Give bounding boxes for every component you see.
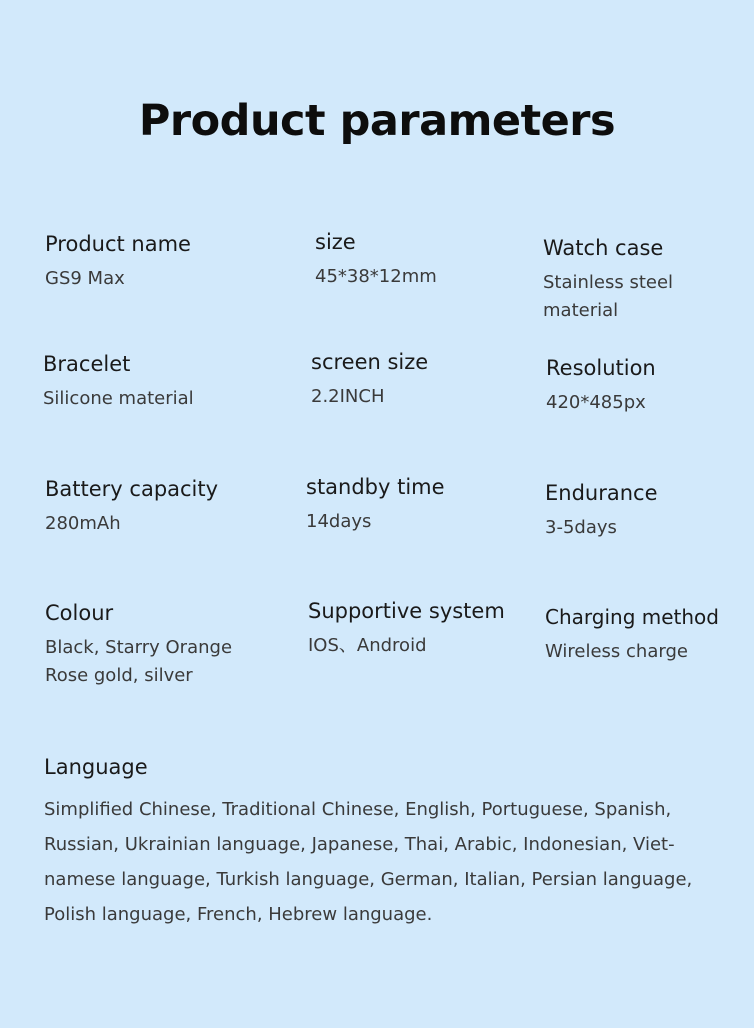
param-label: Watch case — [543, 236, 664, 260]
param-value: IOS、Android — [308, 635, 427, 656]
param-colour — [45, 600, 232, 690]
param-label: Charging method — [545, 605, 719, 629]
param-value-line: Stainless steel — [543, 272, 674, 293]
param-value: 45*38*12mm — [315, 266, 437, 287]
param-label: standby time — [306, 475, 445, 499]
param-standby-time — [306, 474, 445, 536]
param-endurance — [545, 480, 658, 542]
param-value-line: Rose gold, silver — [45, 665, 193, 686]
param-value: GS9 Max — [45, 268, 125, 289]
param-value: Silicone material — [43, 388, 194, 409]
param-label: size — [315, 230, 356, 254]
param-size — [315, 229, 437, 291]
param-value: 280mAh — [45, 513, 121, 534]
param-value — [543, 269, 673, 325]
param-resolution — [546, 355, 656, 417]
param-battery-capacity — [45, 476, 218, 538]
param-language — [44, 754, 724, 932]
param-watch-case — [543, 235, 673, 325]
language-line: namese language, Turkish language, German, Italian, Persian language, — [44, 869, 693, 890]
param-supportive-system — [308, 598, 505, 660]
param-label: Endurance — [545, 481, 658, 505]
language-line: Simplified Chinese, Traditional Chinese, English, Portuguese, Spanish, — [44, 799, 672, 820]
page-title: Product parameters — [138, 96, 616, 146]
param-value — [45, 634, 232, 690]
param-charging-method — [545, 604, 719, 666]
param-value-line: Black, Starry Orange — [45, 637, 233, 658]
param-value: 2.2INCH — [311, 386, 385, 407]
param-label: Colour — [45, 601, 114, 625]
param-bracelet — [43, 351, 194, 413]
language-line: Russian, Ukrainian language, Japanese, Thai, Arabic, Indonesian, Viet- — [44, 834, 675, 855]
language-line: Polish language, French, Hebrew language. — [44, 904, 433, 925]
language-list — [44, 792, 724, 932]
param-value: 420*485px — [546, 392, 646, 413]
param-value: 14days — [306, 511, 372, 532]
param-label: Language — [44, 755, 148, 779]
param-label: Resolution — [546, 356, 656, 380]
param-screen-size — [311, 349, 428, 411]
param-value: 3-5days — [545, 517, 617, 538]
param-label: Battery capacity — [45, 477, 219, 501]
param-value: Wireless charge — [545, 641, 688, 662]
param-label: Bracelet — [43, 352, 131, 376]
param-value-line: material — [543, 300, 619, 321]
param-product-name — [45, 231, 191, 293]
param-label: Supportive system — [308, 599, 505, 623]
param-label: Product name — [45, 232, 191, 256]
param-label: screen size — [311, 350, 429, 374]
